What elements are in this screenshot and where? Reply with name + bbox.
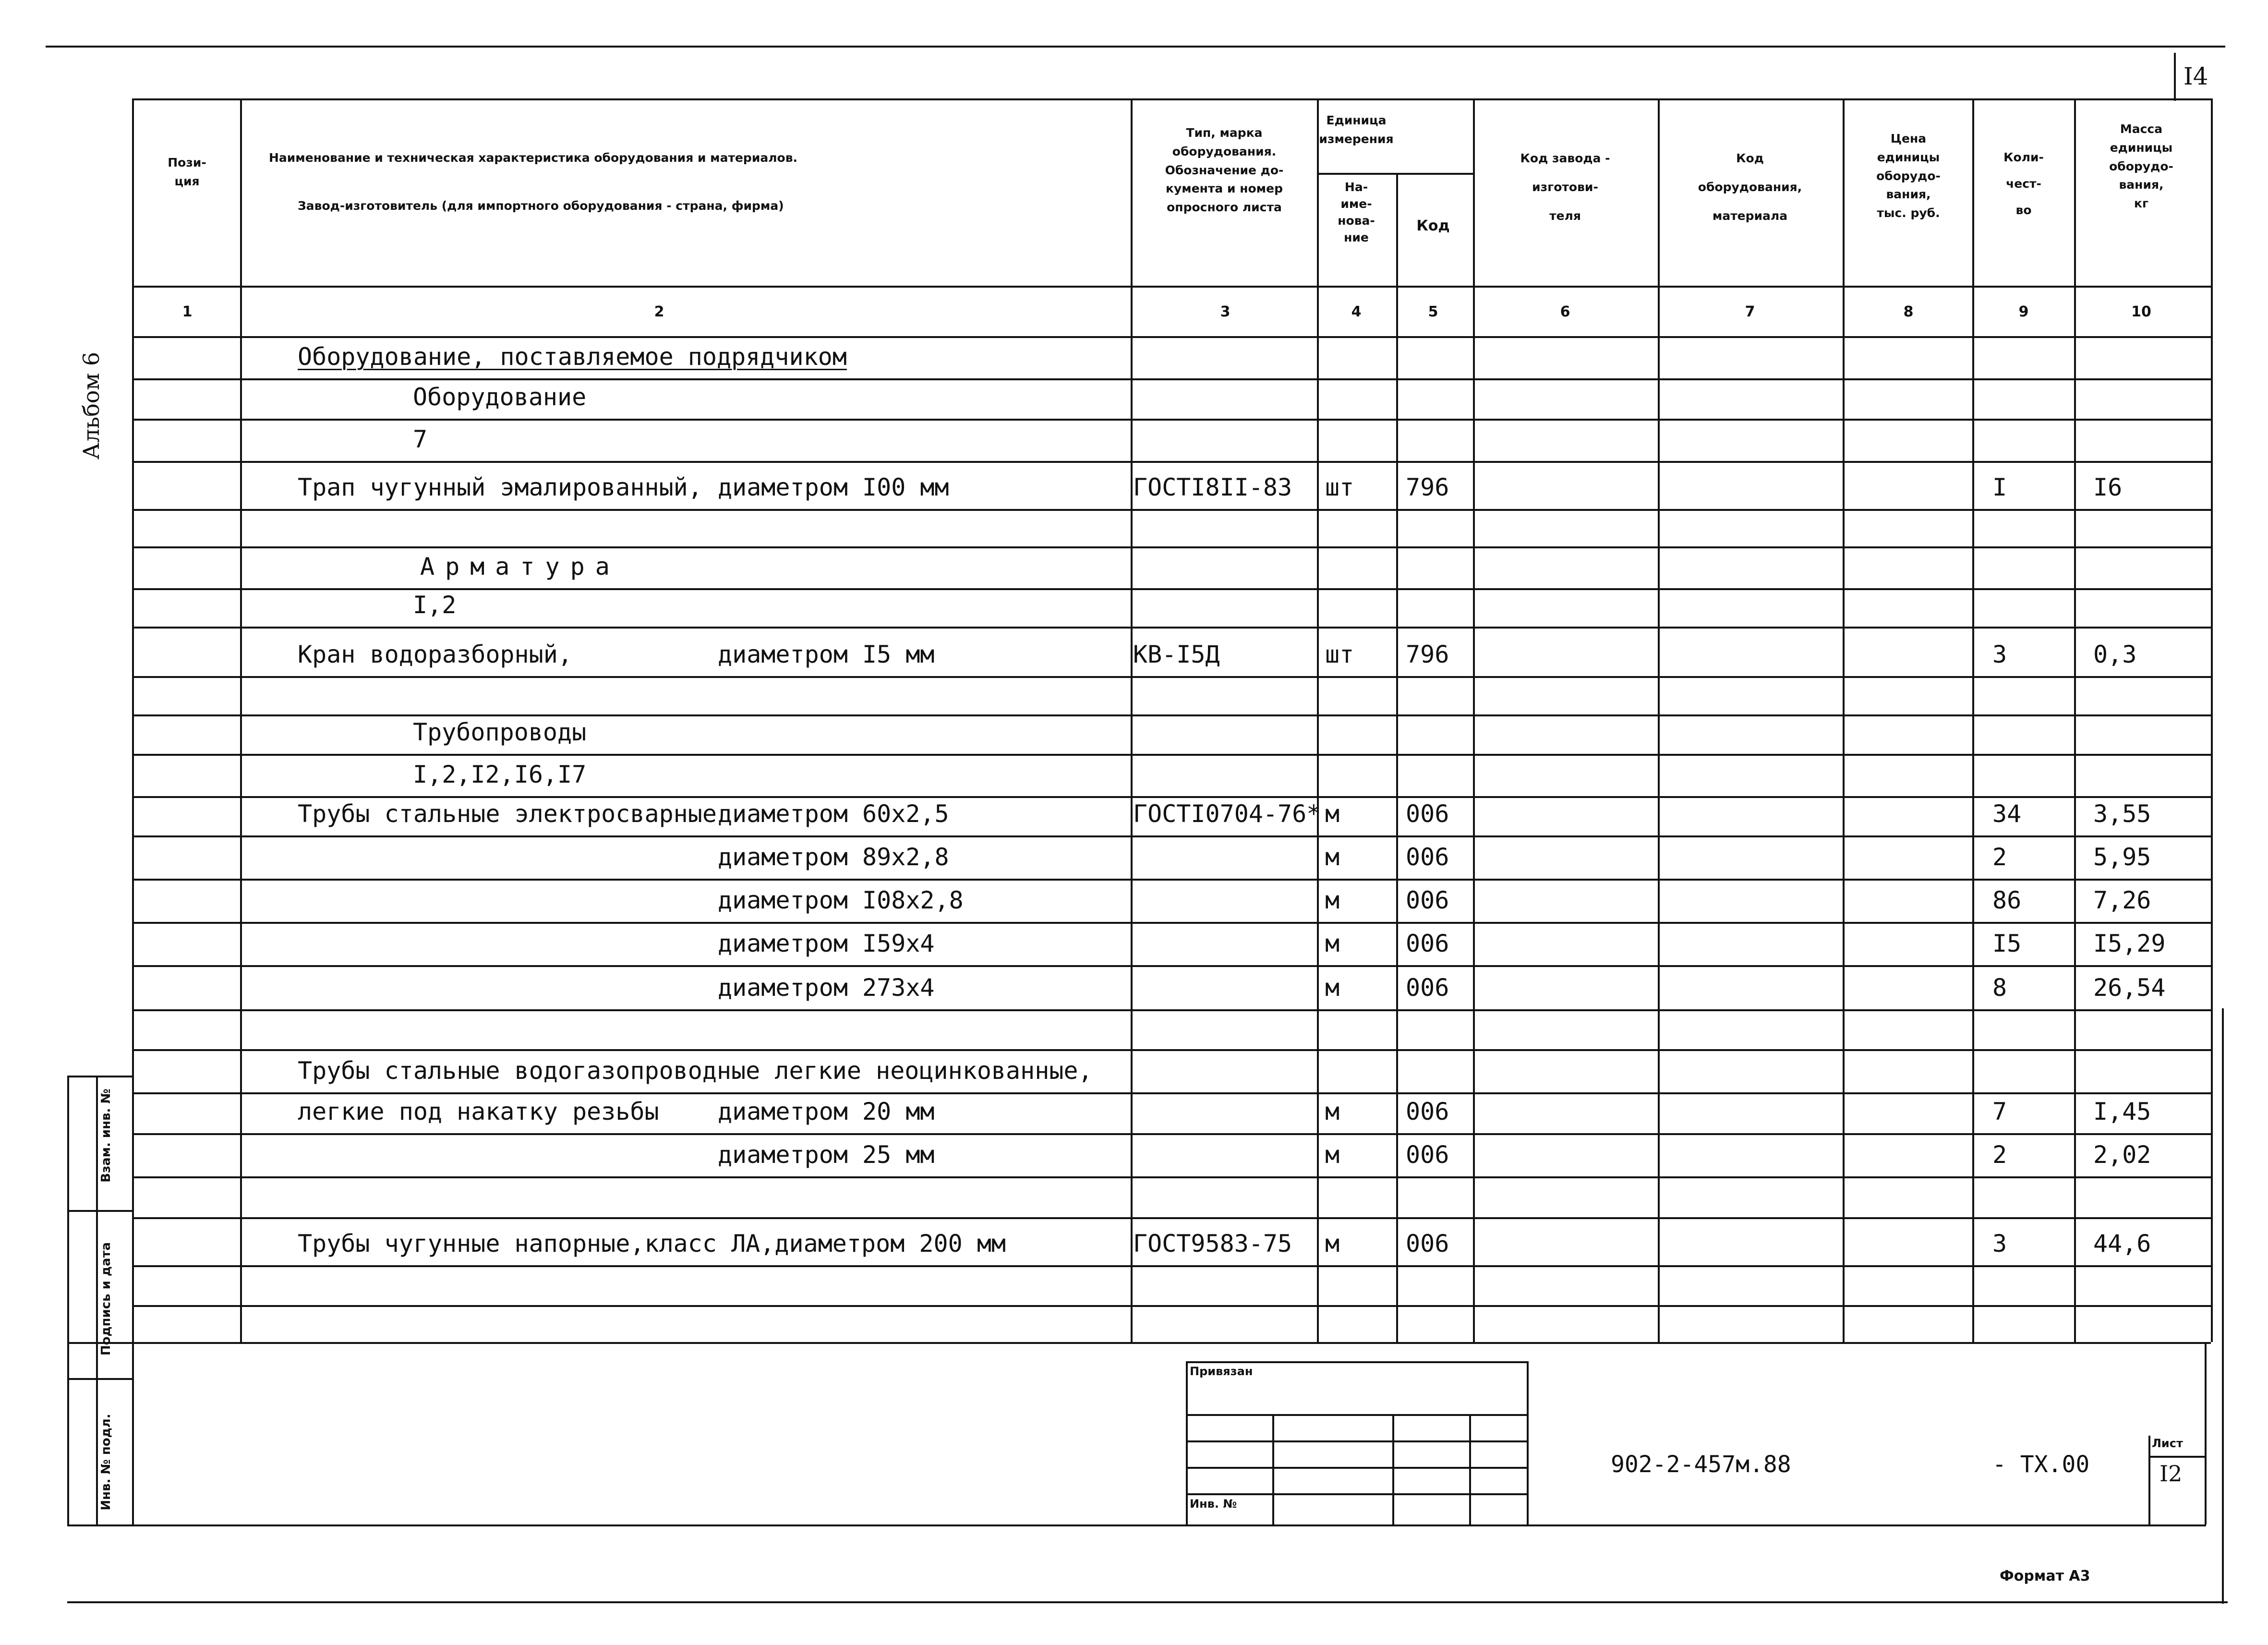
row-quantity: 2 — [1992, 1141, 2007, 1169]
row-line — [132, 1133, 2211, 1135]
column-line — [132, 98, 134, 1342]
row-line — [132, 1305, 2211, 1307]
column-number-1: 1 — [182, 303, 193, 320]
stamp-inv-no: Инв. № — [1190, 1497, 1237, 1511]
row-line — [132, 714, 2211, 716]
row-diameter: диаметром I08х2,8 — [718, 886, 964, 914]
row-unit-code: 796 — [1406, 641, 1449, 668]
row-mass: 3,55 — [2093, 800, 2151, 828]
row-unit-code: 006 — [1406, 886, 1449, 914]
row-line — [132, 676, 2211, 678]
row-unit-name: м — [1325, 843, 1340, 871]
row-type-mark: ГОСТI8II-83 — [1133, 473, 1292, 501]
row-line — [132, 879, 2211, 881]
column-line — [2211, 98, 2213, 1342]
header-unit: Единица измерения — [1319, 113, 1394, 146]
header-unit-code: Код — [1416, 218, 1450, 234]
row-type-mark: КВ-I5Д — [1133, 641, 1220, 668]
stamp-line — [1392, 1414, 1394, 1524]
row-mass: 26,54 — [2093, 974, 2166, 1002]
row-quantity: 3 — [1992, 1230, 2007, 1258]
row-unit-code: 006 — [1406, 930, 1449, 957]
column-line — [1131, 98, 1133, 1342]
row-mass: 2,02 — [2093, 1141, 2151, 1169]
row-name: Оборудование — [413, 383, 587, 411]
row-mass: I6 — [2093, 473, 2123, 501]
row-line — [132, 754, 2211, 756]
column-number-8: 8 — [1903, 303, 1914, 320]
column-numbers-bottom-line — [132, 336, 2211, 338]
row-diameter: диаметром I00 мм — [718, 473, 949, 501]
row-diameter: диаметром 89х2,8 — [718, 843, 949, 871]
row-mass: I5,29 — [2093, 930, 2166, 957]
row-unit-name: м — [1325, 1230, 1340, 1258]
row-line — [132, 965, 2211, 967]
row-diameter: диаметром I5 мм — [718, 641, 935, 668]
row-name: I,2,I2,I6,I7 — [413, 761, 587, 788]
header-position: Пози- ция — [168, 156, 206, 188]
side-stamp-line — [67, 1378, 132, 1380]
document-designation: 902-2-457м.88 — [1611, 1451, 1791, 1478]
sheet-label: Лист — [2152, 1437, 2183, 1450]
column-line — [240, 98, 242, 1342]
titleblock-left-line — [132, 1342, 134, 1524]
row-name: Арматура — [420, 553, 620, 581]
sheet-box-line — [2148, 1456, 2206, 1458]
header-factory-code: Код завода - изготови- теля — [1520, 151, 1610, 223]
header-price: Цена единицы оборудо- вания, тыс. руб. — [1876, 132, 1941, 220]
row-unit-code: 006 — [1406, 974, 1449, 1002]
row-line — [132, 588, 2211, 590]
row-name: Трап чугунный эмалированный, — [298, 473, 702, 501]
row-line — [132, 546, 2211, 548]
sheet-number: I2 — [2159, 1461, 2183, 1487]
side-stamp-line — [67, 1210, 132, 1212]
column-number-5: 5 — [1428, 303, 1438, 320]
column-number-3: 3 — [1220, 303, 1231, 320]
row-quantity: I — [1992, 473, 2007, 501]
column-number-2: 2 — [654, 303, 664, 320]
row-name: Трубы чугунные напорные,класс ЛА,диаметром 200 мм — [298, 1230, 1006, 1258]
row-line — [132, 1092, 2211, 1094]
row-quantity: 86 — [1992, 886, 2022, 914]
titleblock-right-line — [2205, 1342, 2207, 1524]
side-stamp-signature-date: Подпись и дата — [99, 1242, 113, 1356]
row-diameter: диаметром 60х2,5 — [718, 800, 949, 828]
stamp-line — [1272, 1414, 1274, 1524]
row-line — [132, 1049, 2211, 1051]
row-line — [132, 1217, 2211, 1219]
row-name: I,2 — [413, 591, 457, 619]
row-line — [132, 1265, 2211, 1267]
page-number-divider — [2174, 53, 2176, 101]
column-line — [1843, 98, 1845, 1342]
row-line — [132, 627, 2211, 629]
column-number-6: 6 — [1560, 303, 1570, 320]
stamp-line — [1186, 1414, 1527, 1416]
column-number-9: 9 — [2018, 303, 2029, 320]
stamp-privyazan: Привязан — [1190, 1365, 1253, 1378]
column-line — [1473, 98, 1475, 1342]
row-line — [132, 461, 2211, 463]
row-line — [132, 378, 2211, 380]
column-line — [1972, 98, 1974, 1342]
stamp-line — [1186, 1440, 1527, 1442]
row-quantity: 2 — [1992, 843, 2007, 871]
top-border-line — [46, 46, 2225, 48]
side-stamp-original-inv: Инв. № подл. — [99, 1414, 113, 1511]
bottom-border-line — [67, 1601, 2228, 1603]
row-quantity: 7 — [1992, 1098, 2007, 1125]
column-number-10: 10 — [2131, 303, 2151, 320]
column-line — [1317, 98, 1319, 1342]
right-margin-line — [2222, 1008, 2224, 1604]
sheet-box-line — [2148, 1436, 2150, 1524]
row-name: Оборудование, поставляемое подрядчиком — [298, 343, 847, 371]
row-unit-name: м — [1325, 974, 1340, 1002]
row-unit-code: 796 — [1406, 473, 1449, 501]
row-unit-name: м — [1325, 930, 1340, 957]
row-mass: 0,3 — [2093, 641, 2137, 668]
row-diameter: диаметром 25 мм — [718, 1141, 935, 1169]
side-stamp-line — [67, 1076, 69, 1524]
row-unit-code: 006 — [1406, 1098, 1449, 1125]
row-type-mark: ГОСТI0704-76* — [1133, 800, 1321, 828]
row-quantity: 34 — [1992, 800, 2022, 828]
row-name: Трубы стальные водогазопроводные легкие неоцинкованные, — [298, 1057, 1093, 1085]
header-name-line1: Наименование и техническая характеристика оборудования и материалов. — [269, 151, 798, 165]
column-number-7: 7 — [1745, 303, 1755, 320]
row-name: Кран водоразборный, — [298, 641, 572, 668]
row-unit-name: м — [1325, 1098, 1340, 1125]
row-diameter: диаметром 20 мм — [718, 1098, 935, 1125]
header-quantity: Коли- чест- во — [2003, 150, 2044, 217]
row-line — [132, 419, 2211, 421]
row-diameter: диаметром I59х4 — [718, 930, 935, 957]
header-type-mark: Тип, марка оборудования. Обозначение до- кумента и номер опросного листа — [1165, 126, 1284, 214]
stamp-line — [1527, 1361, 1529, 1524]
row-line — [132, 796, 2211, 798]
stamp-line — [1186, 1361, 1188, 1524]
column-number-4: 4 — [1351, 303, 1362, 320]
titleblock-bottom-line — [67, 1524, 2206, 1526]
row-unit-code: 006 — [1406, 1141, 1449, 1169]
row-unit-code: 006 — [1406, 843, 1449, 871]
header-mass: Масса единицы оборудо- вания, кг — [2109, 122, 2173, 210]
stamp-line — [1186, 1493, 1527, 1495]
header-unit-name: На- име- нова- ние — [1338, 180, 1375, 244]
side-stamp-line — [96, 1076, 98, 1524]
stamp-line — [1186, 1467, 1527, 1469]
row-diameter: диаметром 273х4 — [718, 974, 935, 1002]
titleblock-top-line — [67, 1342, 2206, 1344]
row-mass: 5,95 — [2093, 843, 2151, 871]
row-line — [132, 835, 2211, 837]
row-name: Трубы стальные электросварные — [298, 800, 717, 828]
row-name: Трубопроводы — [413, 718, 587, 746]
column-line — [2074, 98, 2076, 1342]
row-name: легкие под накатку резьбы — [298, 1098, 659, 1125]
row-quantity: 3 — [1992, 641, 2007, 668]
column-line — [1396, 173, 1398, 1342]
unit-subheader-line — [1317, 173, 1473, 175]
stamp-line — [1469, 1414, 1471, 1524]
side-stamp-replacement-inv: Взам. инв. № — [99, 1089, 113, 1183]
document-suffix: - ТХ.00 — [1992, 1451, 2090, 1478]
row-line — [132, 1176, 2211, 1178]
row-quantity: 8 — [1992, 974, 2007, 1002]
header-bottom-line — [132, 286, 2211, 288]
header-name-line2: Завод-изготовитель (для импортного оборудования - страна, фирма) — [298, 199, 784, 213]
row-mass: 7,26 — [2093, 886, 2151, 914]
album-label: Альбом 6 — [78, 351, 104, 460]
row-unit-name: м — [1325, 800, 1340, 828]
table-top-line — [132, 98, 2211, 100]
row-quantity: I5 — [1992, 930, 2022, 957]
row-mass: 44,6 — [2093, 1230, 2151, 1258]
row-type-mark: ГОСТ9583-75 — [1133, 1230, 1292, 1258]
row-unit-name: шт — [1325, 641, 1354, 668]
header-equipment-code: Код оборудования, материала — [1698, 151, 1802, 223]
row-unit-name: м — [1325, 1141, 1340, 1169]
row-unit-name: м — [1325, 886, 1340, 914]
page-number: I4 — [2184, 62, 2208, 90]
row-line — [132, 1009, 2211, 1011]
row-name: 7 — [413, 425, 428, 453]
column-line — [1658, 98, 1660, 1342]
row-line — [132, 922, 2211, 924]
format-label: Формат А3 — [2000, 1568, 2090, 1585]
row-unit-code: 006 — [1406, 800, 1449, 828]
stamp-line — [1186, 1361, 1527, 1363]
row-mass: I,45 — [2093, 1098, 2151, 1125]
row-unit-code: 006 — [1406, 1230, 1449, 1258]
row-unit-name: шт — [1325, 473, 1354, 501]
row-line — [132, 509, 2211, 511]
